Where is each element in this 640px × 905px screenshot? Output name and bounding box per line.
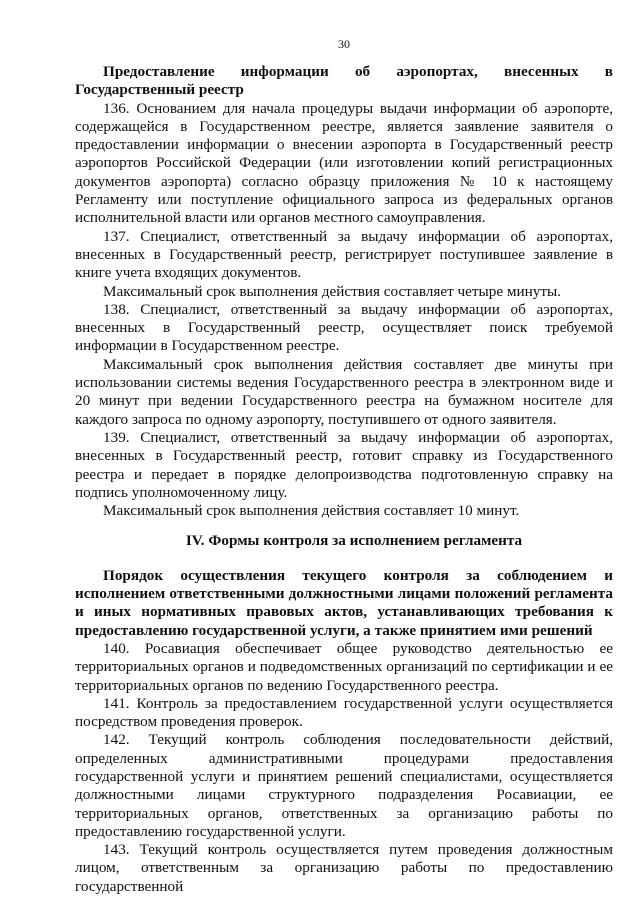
paragraph-136: 136. Основанием для начала процедуры выдачи информации об аэропорте, содержащейся в Государственном реестре, является заявление заявителя о предоставлении информации о внесении аэропорта в Государственный реестр аэропортов Российской Федерации (или изготовлении копий регистрационных документов аэропорта) согласно образцу приложения № 10 к настоящему Регламенту или поступление официального запроса из федеральных органов исполнительной власти или органов местного самоуправления. — [75, 99, 613, 227]
paragraph-141: 141. Контроль за предоставлением государственной услуги осуществляется посредством проведения проверок. — [75, 694, 613, 731]
paragraph-139: 139. Специалист, ответственный за выдачу информации об аэропортах, внесенных в Государственный реестр, готовит справку из Государственного реестра и передает в порядке делопроизводства подготовленную справку на подпись уполномоченному лицу. — [75, 428, 613, 501]
paragraph-139-time-limit: Максимальный срок выполнения действия составляет 10 минут. — [103, 502, 520, 520]
paragraph-138-time-limit: Максимальный срок выполнения действия составляет две минуты при использовании системы ведения Государственного реестра в электронном виде и 20 минут при ведении Государственного реестра на бумажном носителе для каждого запроса по одному аэропорту, поступившего от одного заявителя. — [75, 355, 613, 428]
paragraph-140: 140. Росавиация обеспечивает общее руководство деятельностью ее территориальных органов и подведомственных организаций по сертификации и ее территориальных органов по ведению Государственного реестра. — [75, 639, 613, 694]
page-number: 30 — [338, 37, 350, 51]
heading-airport-info: Предоставление информации об аэропортах, внесенных в Государственный реестр — [75, 63, 613, 99]
paragraph-137-time-limit: Максимальный срок выполнения действия составляет четыре минуты. — [103, 282, 561, 300]
heading-control-procedure: Порядок осуществления текущего контроля за соблюдением и исполнением ответственными должностными лицами положений регламента и иных нормативных правовых актов, устанавливающих требования к предоставлению государственной услуги, а также принятием ими решений — [75, 566, 613, 639]
section-title-iv: IV. Формы контроля за исполнением регламента — [185, 532, 523, 550]
document-body — [75, 63, 613, 896]
paragraph-138: 138. Специалист, ответственный за выдачу информации об аэропортах, внесенных в Государственный реестр, осуществляет поиск требуемой информации в Государственном реестре. — [75, 300, 613, 355]
paragraph-142: 142. Текущий контроль соблюдения последовательности действий, определенных административными процедурами предоставления государственной услуги и принятием решений специалистами, осуществляется должностными лицами структурного подразделения Росавиации, ее территориальных органов, ответственных за организацию работы по предоставлению государственной услуги. — [75, 731, 613, 840]
paragraph-137: 137. Специалист, ответственный за выдачу информации об аэропортах, внесенных в Государственный реестр, регистрирует поступившее заявление в книге учета входящих документов. — [75, 227, 613, 282]
paragraph-143: 143. Текущий контроль осуществляется путем проведения должностным лицом, ответственным за организацию работы по предоставлению государственной — [75, 841, 613, 895]
